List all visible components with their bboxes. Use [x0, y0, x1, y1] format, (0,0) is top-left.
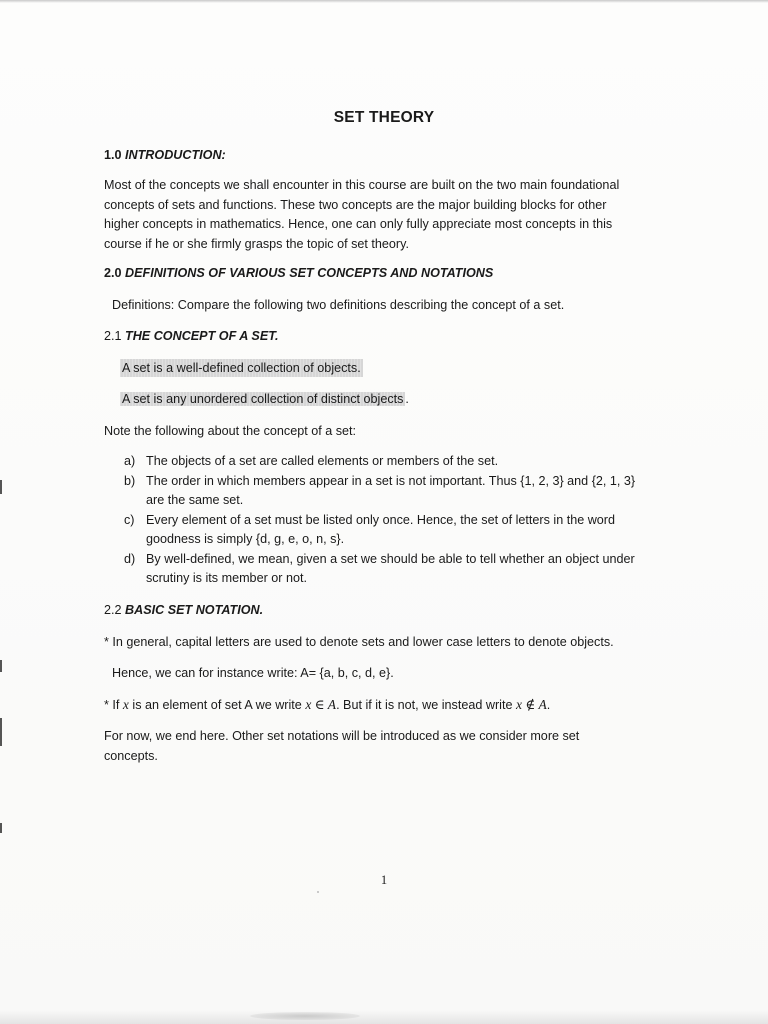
- page-number: 1: [380, 873, 388, 887]
- section-heading-concept-of-a-set: [104, 327, 278, 347]
- list-item-text: By well-defined, we mean, given a set we should be able to tell whether an object under: [146, 551, 635, 566]
- paragraph-line: course if he or she firmly grasps the topic of set theory.: [104, 236, 409, 251]
- math-element-of: x ∈ A: [305, 697, 337, 712]
- membership-text: is an element of set A we write: [128, 698, 306, 712]
- list-item: [124, 550, 664, 589]
- paragraph-line: Most of the concepts we shall encounter in this course are built on the two main foundational: [104, 178, 620, 192]
- notation-line-membership: [104, 695, 660, 716]
- list-item-text: goodness is simply {d, g, e, o, n, s}.: [146, 532, 345, 546]
- section-title: DEFINITIONS OF VARIOUS SET CONCEPTS AND NOTATIONS: [125, 266, 494, 280]
- highlighted-definition-2: A set is any unordered collection of distinct objects: [122, 392, 404, 406]
- highlighted-definition-1: A set is a well-defined collection of objects.: [122, 361, 361, 375]
- list-marker: b): [124, 473, 136, 488]
- list-item-text: scrutiny is its member or not.: [146, 571, 307, 585]
- list-item-text: The objects of a set are called elements or members of the set.: [146, 454, 499, 468]
- document-title: SET THEORY: [333, 109, 435, 126]
- list-item: [124, 472, 664, 511]
- list-item-text: The order in which members appear in a set is not important. Thus {1, 2, 3} and {2, 1, 3}: [146, 473, 636, 488]
- concept-notes-list: [124, 452, 664, 589]
- scan-speck: [317, 891, 319, 893]
- paragraph-line: higher concepts in mathematics. Hence, one can only fully appreciate most concepts in this: [104, 217, 613, 231]
- list-item-text: are the same set.: [146, 493, 244, 507]
- section-heading-basic-set-notation: [104, 601, 263, 621]
- scan-mark: [0, 480, 2, 494]
- list-marker: c): [124, 512, 135, 527]
- paragraph-line: For now, we end here. Other set notations will be introduced as we consider more set: [104, 729, 580, 743]
- list-item-text: Every element of a set must be listed only once. Hence, the set of letters in the word: [146, 512, 616, 527]
- highlighted-definition-2-line: [120, 390, 409, 410]
- definitions-intro-text: Definitions: Compare the following two definitions describing the concept of a set.: [112, 298, 565, 312]
- section-number: 2.1: [104, 329, 126, 343]
- closing-paragraph: [104, 727, 660, 766]
- scan-smudge: [250, 1012, 360, 1020]
- section-number: 2.2: [104, 603, 126, 617]
- section-heading-definitions: [104, 264, 493, 284]
- membership-text: * If: [104, 698, 123, 712]
- section-heading-introduction: [104, 146, 226, 166]
- scan-mark: [0, 660, 2, 672]
- scan-edge-bottom: [0, 1010, 768, 1024]
- membership-text: .: [546, 698, 551, 712]
- paragraph-line: concepts.: [104, 748, 158, 763]
- definition-2-period: .: [405, 392, 409, 406]
- section-title: INTRODUCTION:: [125, 148, 226, 162]
- math-variable: x: [122, 697, 129, 712]
- math-not-element-of: x ∉ A: [515, 697, 547, 712]
- section-number: 2.0: [104, 266, 126, 280]
- introduction-paragraph: [104, 176, 660, 254]
- scan-edge-top: [0, 0, 768, 3]
- membership-text: . But if it is not, we instead write: [336, 698, 516, 712]
- notation-line-example: Hence, we can for instance write: A= {a, b, c, d, e}.: [112, 666, 394, 680]
- list-marker: d): [124, 551, 136, 566]
- list-item: [124, 452, 664, 472]
- section-title: BASIC SET NOTATION.: [125, 603, 264, 617]
- list-item: [124, 511, 664, 550]
- section-title: THE CONCEPT OF A SET.: [125, 329, 279, 343]
- notation-line-capital-letters: * In general, capital letters are used to denote sets and lower case letters to denote objects.: [104, 635, 614, 649]
- concept-note: Note the following about the concept of a set:: [104, 424, 357, 438]
- scan-mark: [0, 823, 2, 833]
- scan-mark: [0, 718, 2, 746]
- paragraph-line: concepts of sets and functions. These two concepts are the major building blocks for other: [104, 197, 607, 212]
- list-marker: a): [124, 454, 136, 468]
- section-number: 1.0: [104, 148, 126, 162]
